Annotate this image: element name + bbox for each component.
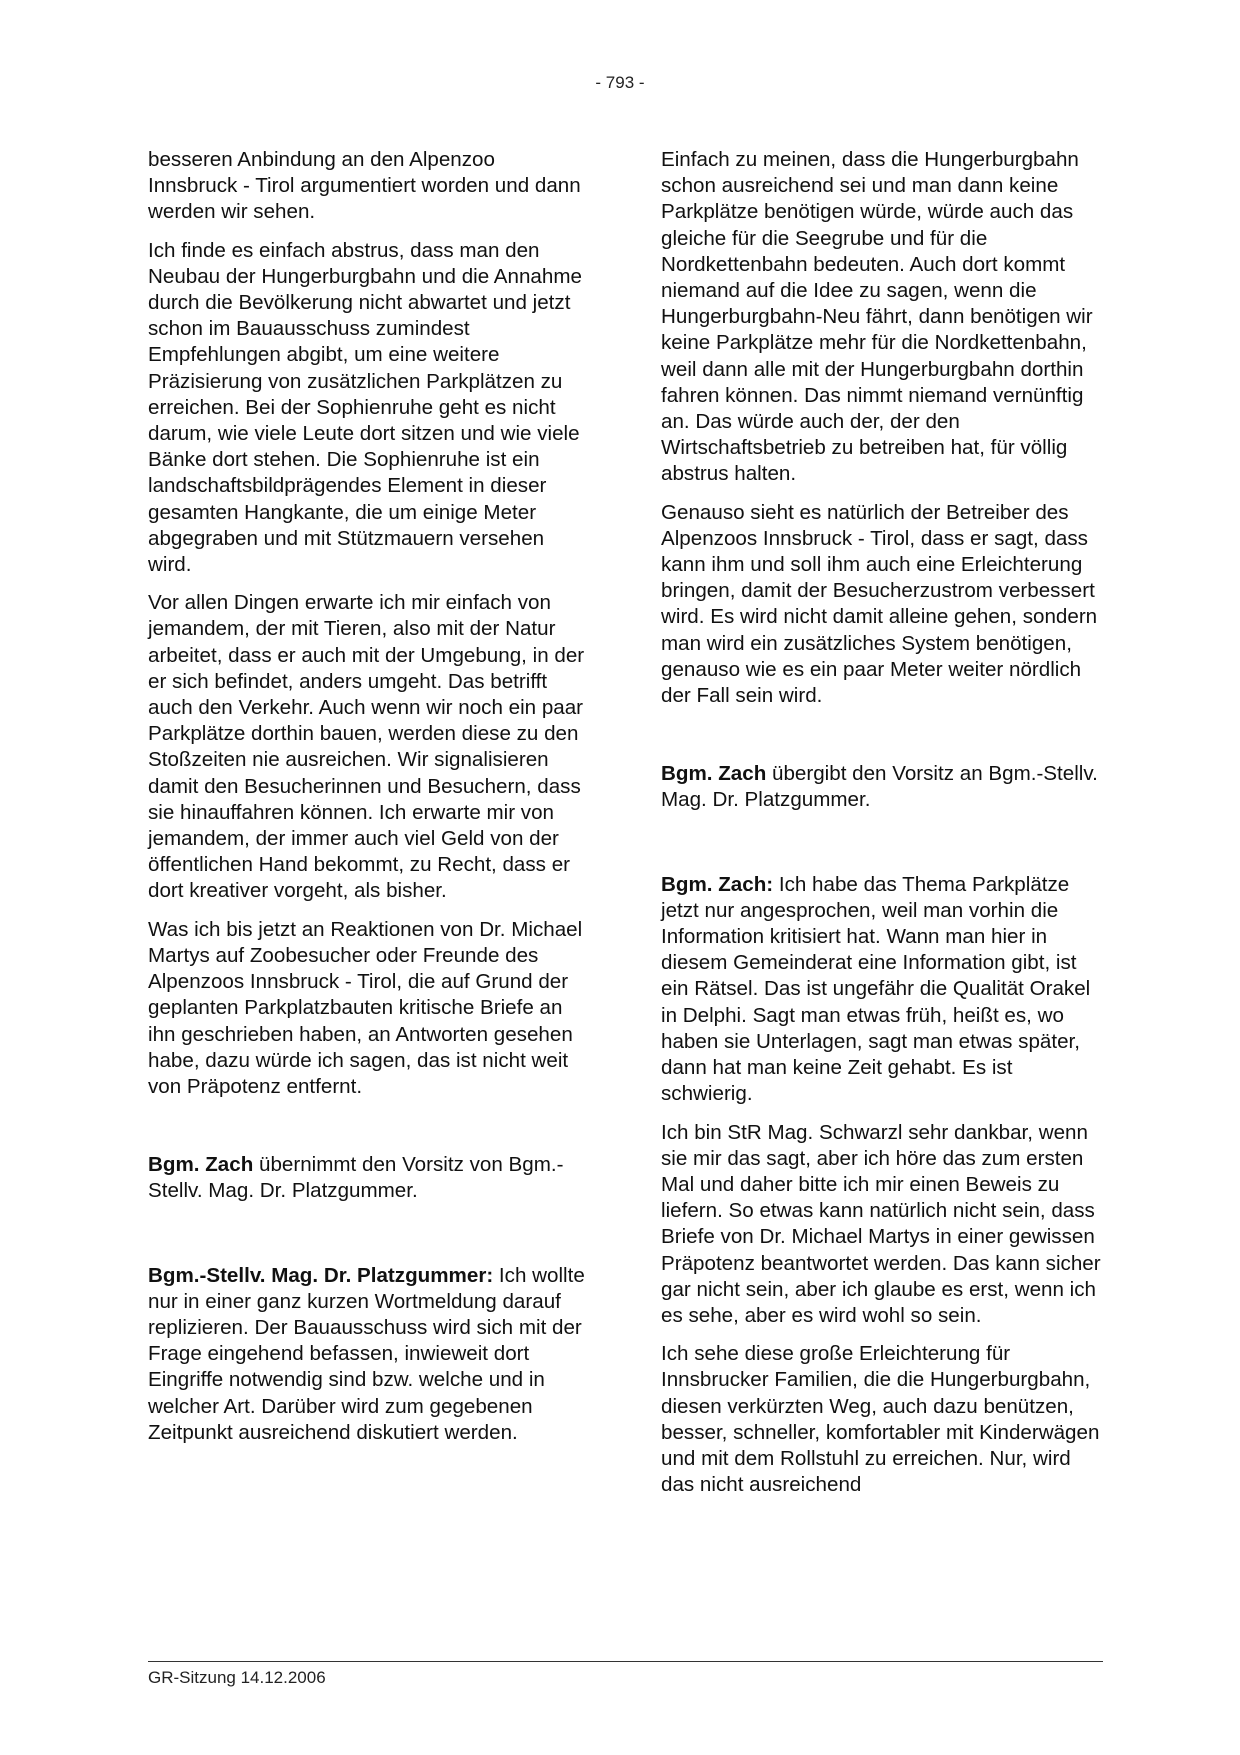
right-paragraph-5: Ich bin StR Mag. Schwarzl sehr dankbar, wenn sie mir das sagt, aber ich höre das zum ersten Mal und daher bitte ich mir einen Beweis zu liefern. So etwas kann natürlich nicht sein, dass Briefe von Dr. Michael Martys in einer gewissen Präpotenz beantwortet werden. Das kann sicher gar nicht sein, aber ich glaube es erst, wenn ich es sehe, aber es wird wohl so sein. [661,1120,1101,1327]
speaker-name: Bgm. Zach: [661,872,774,896]
speech-text: Ich habe das Thema Parkplätze jetzt nur angesprochen, weil man vorhin die Information kritisiert hat. Wann man hier in diesem Gemeinderat eine Information gibt, ist ein Rätsel. Das ist ungefähr die Qualität Orakel in Delphi. Sagt man etwas früh, heißt es, wo haben sie Unterlagen, sagt man etwas später, dann hat man keine Zeit gehabt. Es ist schwierig. [661,872,1091,1106]
left-paragraph-1: besseren Anbindung an den Alpenzoo Innsbruck - Tirol argumentiert worden und dann werden wir sehen. [148,148,581,224]
left-paragraph-2: Ich finde es einfach abstrus, dass man den Neubau der Hungerburgbahn und die Annahme durch die Bevölkerung nicht abwartet und jetzt schon im Bauausschuss zumindest Empfehlungen abgibt, um eine weitere Präzisierung von zusätzlichen Parkplätzen zu erreichen. Bei der Sophienruhe geht es nicht darum, wie viele Leute dort sitzen und wie viele Bänke dort stehen. Die Sophienruhe ist ein landschaftsbildprägendes Element in dieser gesamten Hangkante, die um einige Meter abgegraben und mit Stützmauern versehen wird. [148,238,582,577]
speaker-name: Bgm.-Stellv. Mag. Dr. Platzgummer: [148,1263,494,1287]
left-paragraph-4: Was ich bis jetzt an Reaktionen von Dr. Michael Martys auf Zoobesucher oder Freunde des Alpenzoos Innsbruck - Tirol, die auf Grund der geplanten Parkplatzbauten kritische Briefe an ihn geschrieben haben, an Antworten gesehen habe, dazu würde ich sagen, das ist nicht weit von Präpotenz entfernt. [148,917,583,1098]
footer-divider [148,1661,1103,1662]
speaker-name: Bgm. Zach [148,1153,254,1177]
right-chair-change [661,761,1101,813]
chair-change-text: übergibt den Vorsitz an Bgm.-Stellv. Mag. Dr. Platzgummer. [661,762,1098,812]
left-paragraph-3: Vor allen Dingen erwarte ich mir einfach von jemandem, der mit Tieren, also mit der Natur arbeitet, dass er auch mit der Umgebung, in der er sich befindet, anders umgeht. Das betrifft auch den Verkehr. Auch wenn wir noch ein paar Parkplätze dorthin bauen, werden diese zu den Stoßzeiten nie ausreichen. Wir signalisieren damit den Besucherinnen und Besuchern, dass sie hinauffahren können. Ich erwarte mir von jemandem, der immer auch viel Geld von der öffentlichen Hand bekommt, zu Recht, dass er dort kreativer vorgeht, als bisher. [148,591,585,903]
right-paragraph-2: Genauso sieht es natürlich der Betreiber des Alpenzoos Innsbruck - Tirol, dass er sagt, dass kann ihm und soll ihm auch eine Erleichterung bringen, damit der Besucherzustrom verbessert wird. Es wird nicht damit alleine gehen, sondern man wird ein zusätzliches System benötigen, genauso wie es ein paar Meter weiter nördlich der Fall sein wird. [661,500,1098,708]
chair-change-text: übernimmt den Vorsitz von Bgm.-Stellv. Mag. Dr. Platzgummer. [148,1153,564,1203]
right-column [661,147,1101,1510]
right-paragraph-1: Einfach zu meinen, dass die Hungerburgbahn schon ausreichend sei und man dann keine Parkplätze benötigen würde, würde auch das gleiche für die Seegrube und für die Nordkettenbahn bedeuten. Auch dort kommt niemand auf die Idee zu sagen, wenn die Hungerburgbahn-Neu fährt, dann benötigen wir keine Parkplätze mehr für die Nordkettenbahn, weil dann alle mit der Hungerburgbahn dorthin fahren können. Das nimmt niemand vernünftig an. Das würde auch der, der den Wirtschaftsbetrieb zu betreiben hat, für völlig abstrus halten. [661,148,1093,486]
right-paragraph-6: Ich sehe diese große Erleichterung für Innsbrucker Familien, die die Hungerburgbahn, diesen verkürzten Weg, auch dazu benützen, besser, schneller, komfortabler mit Kinderwägen und mit dem Rollstuhl zu erreichen. Nur, wird das nicht ausreichend [661,1342,1100,1497]
footer-session-date: GR-Sitzung 14.12.2006 [148,1668,326,1687]
page-number: - 793 - [595,73,645,92]
left-chair-change [148,1152,588,1204]
right-speech [661,872,1101,1108]
speaker-name: Bgm. Zach [661,762,767,786]
left-column [148,147,588,1458]
left-speech [148,1263,588,1446]
speech-text: Ich wollte nur in einer ganz kurzen Wortmeldung darauf replizieren. Der Bauausschuss wird sich mit der Frage eingehend befassen, inwieweit dort Eingriffe notwendig sind bzw. welche und in welcher Art. Darüber wird zum gegebenen Zeitpunkt ausreichend diskutiert werden. [148,1263,585,1444]
